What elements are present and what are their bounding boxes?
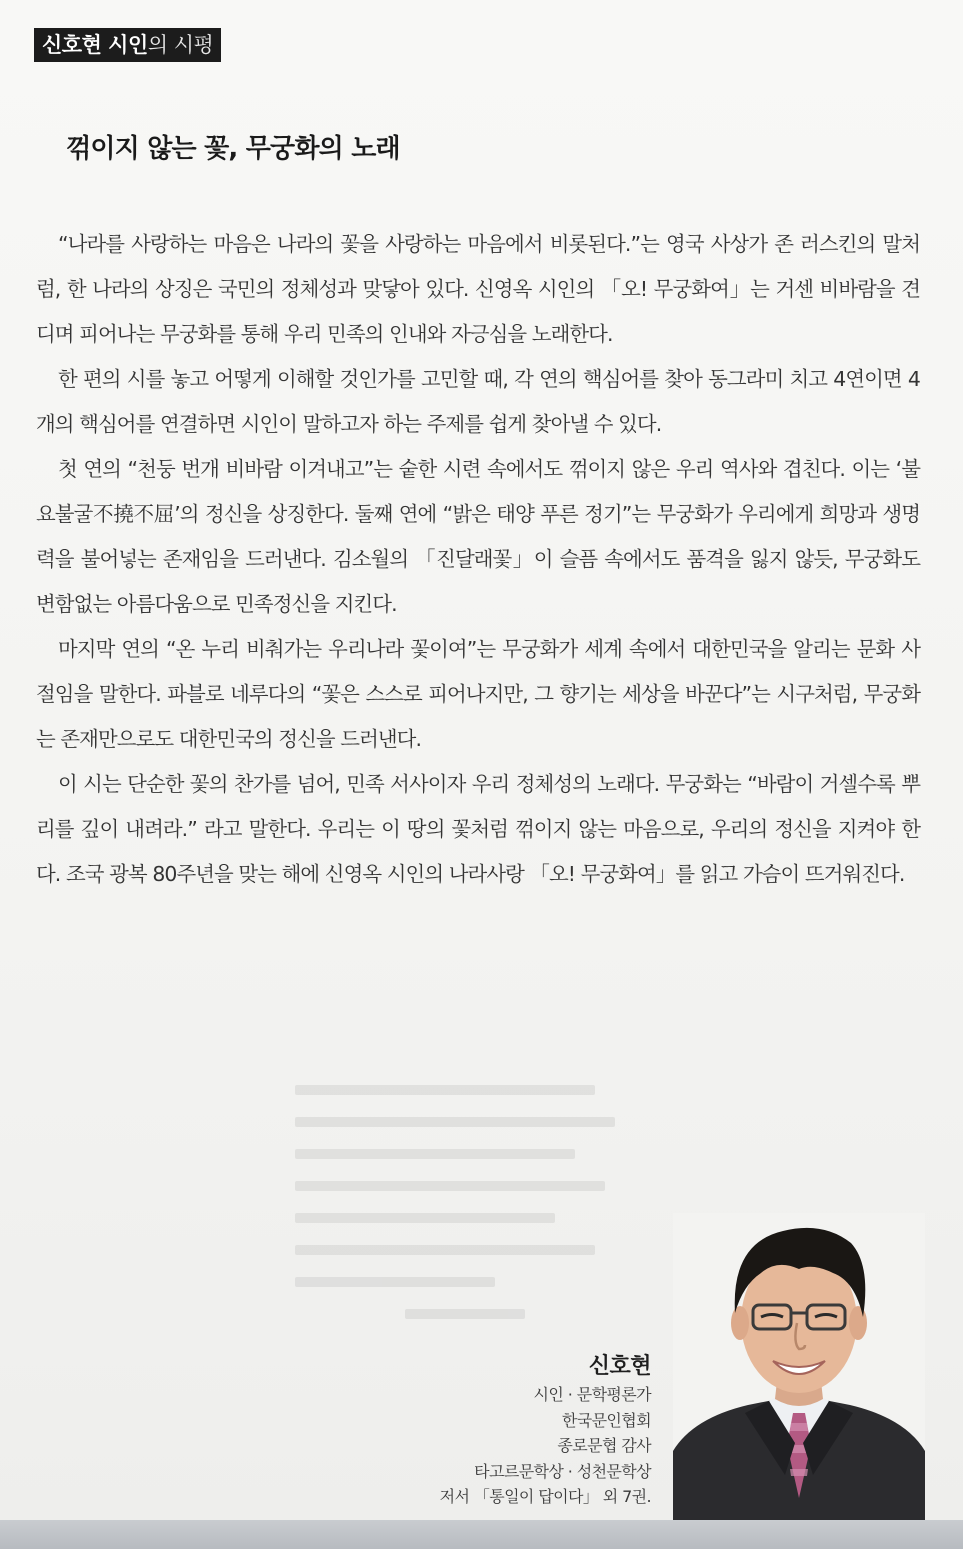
author-profile [351,1352,651,1510]
paragraph-5: 이 시는 단순한 꽃의 찬가를 넘어, 민족 서사이자 우리 정체성의 노래다. 무궁화는 “바람이 거셀수록 뿌리를 깊이 내려라.” 라고 말한다. 우리는 이 땅의 꽃처럼 꺾이지 않는 마음으로, 우리의 정신을 지켜야 한다. 조국 광복 80주년을 맞는 해에 신영옥 시인의 나라사랑 「오! 무궁화여」를 읽고 가슴이 뜨거워진다. [36,772,920,886]
bleed-through-texture [295,1085,625,1385]
article-title: 꺾이지 않는 꽃, 무궁화의 노래 [66,134,400,164]
article-body [36,222,920,897]
header-tab-author: 신호현 시인 [42,33,148,57]
paragraph-3: 첫 연의 “천둥 번개 비바람 이겨내고”는 숱한 시련 속에서도 꺾이지 않은 우리 역사와 겹친다. 이는 ‘불요불굴不撓不屈’의 정신을 상징한다. 둘째 연에 “밝은 태양 푸른 정기”는 무궁화가 우리에게 희망과 생명력을 불어넣는 존재임을 드러낸다. 김소월의 「진달래꽃」이 슬픔 속에서도 품격을 잃지 않듯, 무궁화도 변함없는 아름다움으로 민족정신을 지킨다. [36,457,920,616]
paragraph-4: 마지막 연의 “온 누리 비춰가는 우리나라 꽃이여”는 무궁화가 세계 속에서 대한민국을 알리는 문화 사절임을 말한다. 파블로 네루다의 “꽃은 스스로 피어나지만, 그 향기는 세상을 바꾼다”는 시구처럼, 무궁화는 존재만으로도 대한민국의 정신을 드러낸다. [36,637,920,751]
section-header-tab [34,28,221,62]
author-portrait-icon [673,1213,925,1520]
author-books: 저서 「통일이 답이다」 외 7권. [439,1487,651,1506]
page-bottom-band [0,1520,963,1549]
paragraph-2: 한 편의 시를 놓고 어떻게 이해할 것인가를 고민할 때, 각 연의 핵심어를 찾아 동그라미 치고 4연이면 4개의 핵심어를 연결하면 시인이 말하고자 하는 주제를 쉽게 찾아낼 수 있다. [36,367,920,436]
author-position: 종로문협 감사 [557,1436,651,1455]
author-name: 신호현 [588,1354,651,1379]
author-title: 시인 · 문학평론가 [533,1385,651,1404]
author-affiliation: 한국문인협회 [561,1410,651,1430]
author-awards: 타고르문학상 · 성천문학상 [474,1461,651,1481]
paragraph-1: “나라를 사랑하는 마음은 나라의 꽃을 사랑하는 마음에서 비롯된다.”는 영국 사상가 존 러스킨의 말처럼, 한 나라의 상징은 국민의 정체성과 맞닿아 있다. 신영옥 시인의 「오! 무궁화여」는 거센 비바람을 견디며 피어나는 무궁화를 통해 우리 민족의 인내와 자긍심을 노래한다. [36,232,920,346]
header-tab-section: 의 시평 [147,33,214,57]
